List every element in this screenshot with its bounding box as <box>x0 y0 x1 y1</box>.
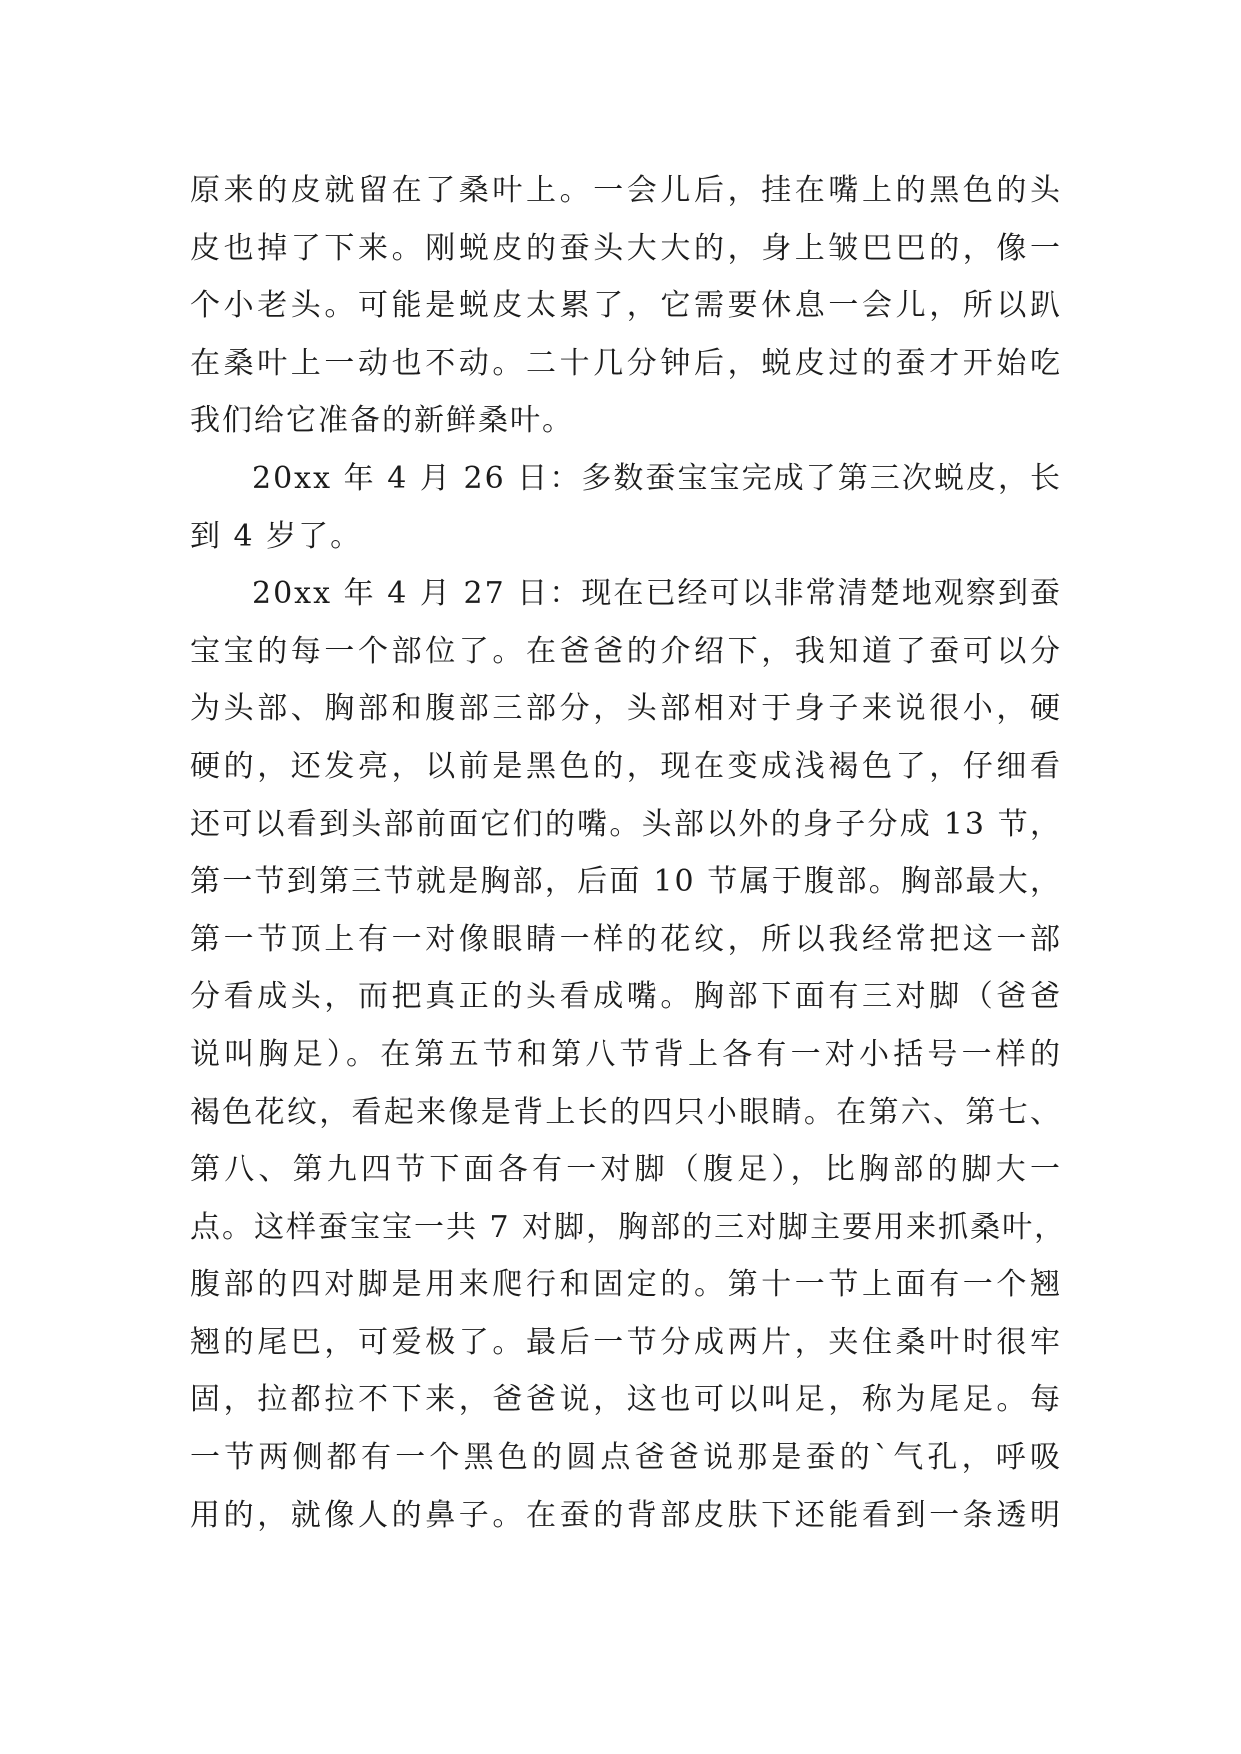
text-line: 第一节顶上有一对像眼睛一样的花纹，所以我经常把这一部 <box>190 921 1062 957</box>
text-line: 分看成头，而把真正的头看成嘴。胸部下面有三对脚（爸爸 <box>190 979 1062 1015</box>
text-line: 第八、第九四节下面各有一对脚（腹足），比胸部的脚大一 <box>190 1152 1062 1188</box>
text-line: 硬的，还发亮，以前是黑色的，现在变成浅褐色了，仔细看 <box>190 748 1062 784</box>
text-line: 翘的尾巴，可爱极了。最后一节分成两片，夹住桑叶时很牢 <box>190 1324 1062 1360</box>
text-line: 点。这样蚕宝宝一共 7 对脚，胸部的三对脚主要用来抓桑叶， <box>190 1209 1067 1245</box>
text-line: 个小老头。可能是蜕皮太累了，它需要休息一会儿，所以趴 <box>190 288 1062 324</box>
body-text <box>190 162 1067 1544</box>
text-line: 皮也掉了下来。刚蜕皮的蚕头大大的，身上皱巴巴的，像一 <box>190 230 1062 266</box>
text-line: 还可以看到头部前面它们的嘴。头部以外的身子分成 13 节， <box>190 806 1062 842</box>
text-line: 第一节到第三节就是胸部，后面 10 节属于腹部。胸部最大， <box>190 864 1062 900</box>
text-line: 用的，就像人的鼻子。在蚕的背部皮肤下还能看到一条透明 <box>190 1497 1062 1533</box>
text-line: 到 4 岁了。 <box>190 518 363 554</box>
text-line: 固，拉都拉不下来，爸爸说，这也可以叫足，称为尾足。每 <box>190 1382 1062 1418</box>
text-line: 说叫胸足）。在第五节和第八节背上各有一对小括号一样的 <box>190 1036 1062 1072</box>
text-line: 为头部、胸部和腹部三部分，头部相对于身子来说很小，硬 <box>190 691 1062 727</box>
text-line: 在桑叶上一动也不动。二十几分钟后，蜕皮过的蚕才开始吃 <box>190 345 1062 381</box>
text-line: 20xx 年 4 月 26 日：多数蚕宝宝完成了第三次蜕皮，长 <box>252 460 1062 496</box>
text-line: 褐色花纹，看起来像是背上长的四只小眼睛。在第六、第七、 <box>190 1094 1062 1130</box>
text-line: 原来的皮就留在了桑叶上。一会儿后，挂在嘴上的黑色的头 <box>190 173 1062 208</box>
text-line: 宝宝的每一个部位了。在爸爸的介绍下，我知道了蚕可以分 <box>190 633 1062 669</box>
text-line: 20xx 年 4 月 27 日：现在已经可以非常清楚地观察到蚕 <box>252 576 1062 612</box>
text-line: 我们给它准备的新鲜桑叶。 <box>190 403 574 439</box>
text-line: 一节两侧都有一个黑色的圆点爸爸说那是蚕的`气孔，呼吸 <box>190 1440 1062 1476</box>
text-line: 腹部的四对脚是用来爬行和固定的。第十一节上面有一个翘 <box>190 1267 1062 1303</box>
